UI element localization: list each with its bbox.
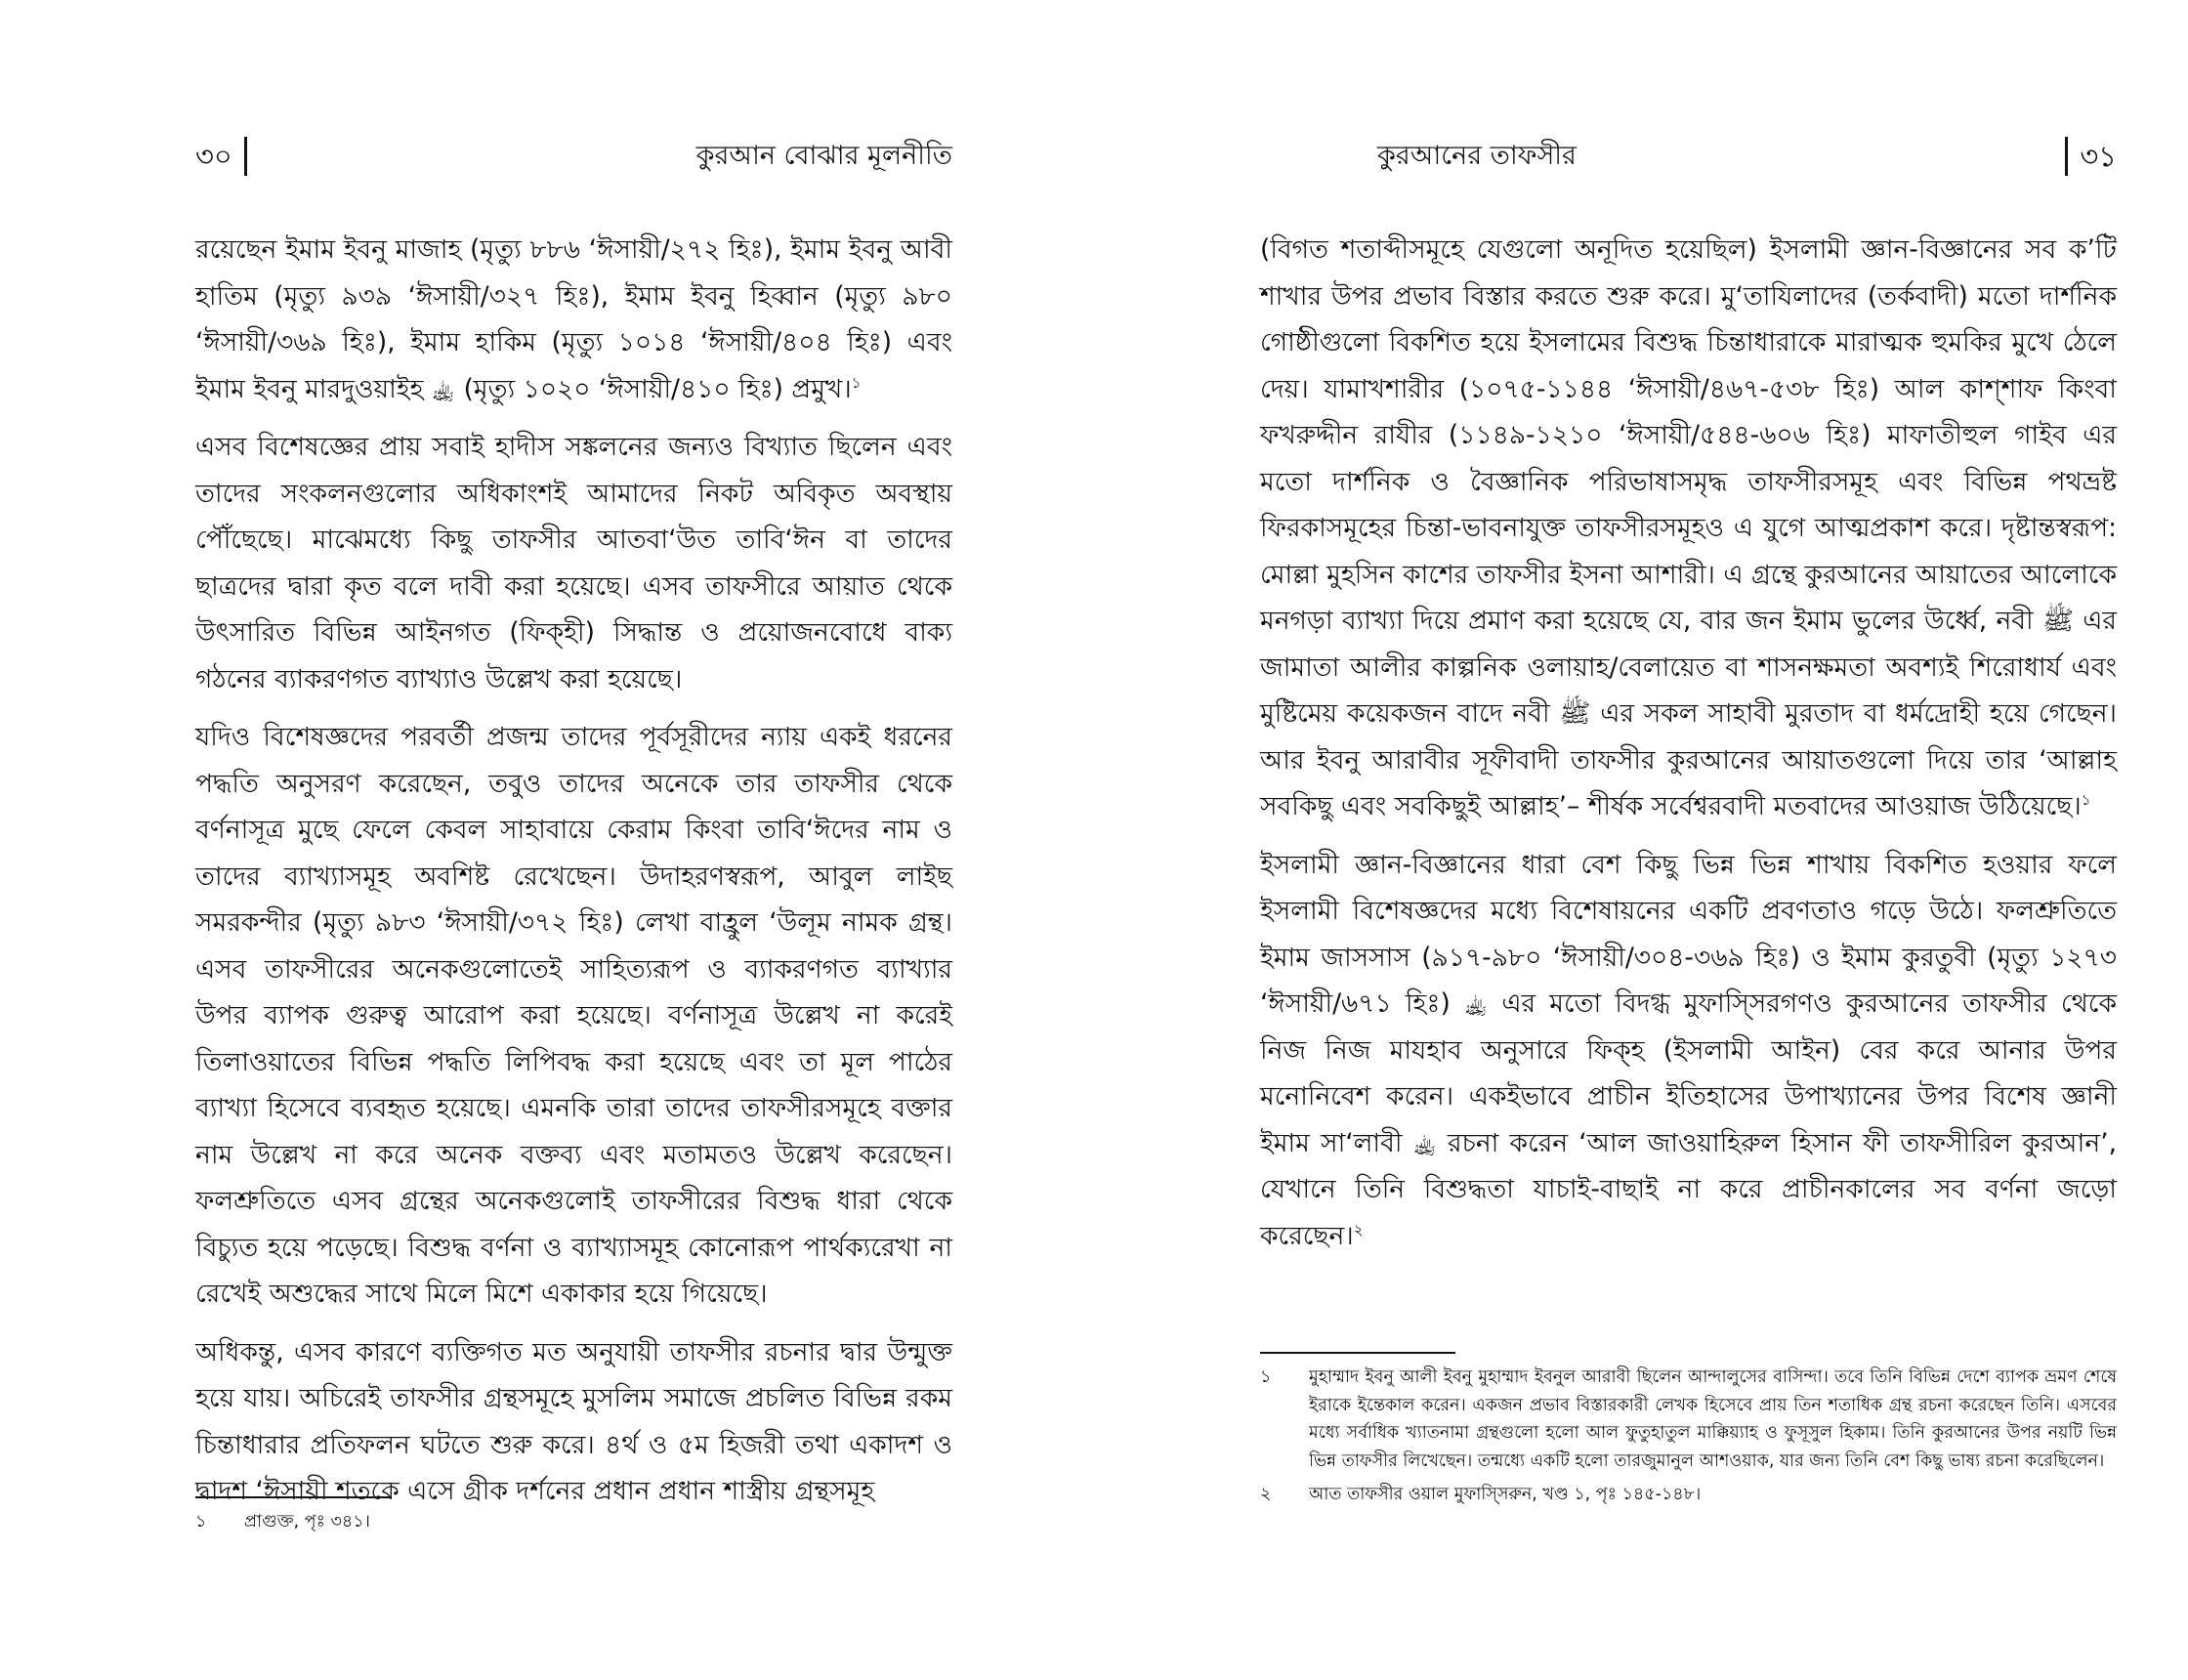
footnote-text: প্রাগুক্ত, পৃঃ ৩৪১। <box>244 1512 370 1532</box>
footnote <box>1260 1481 2117 1509</box>
paragraph: রয়েছেন ইমাম ইবনু মাজাহ (মৃত্যু ৮৮৬ ‘ঈসায়ী/২৭২ হিঃ), ইমাম ইবনু আবী হাতিম (মৃত্যু ৯৩৯ ‘ঈসায়ী/৩২৭ হিঃ), ইমাম ইবনু হিব্বান (মৃত্যু ৯৮০ ‘ঈসায়ী/৩৬৯ হিঃ), ইমাম হাকিম (মৃত্যু ১০১৪ ‘ঈসায়ী/৪০৪ হিঃ) এবং ইমাম ইবনু মারদুওয়াইহ ﵀ (মৃত্যু ১০২০ ‘ঈসায়ী/৪১০ হিঃ) প্রমুখ।$^১$ <box>195 234 952 404</box>
paragraph: ইসলামী জ্ঞান-বিজ্ঞানের ধারা বেশ কিছু ভিন্ন ভিন্ন শাখায় বিকশিত হওয়ার ফলে ইসলামী বিশেষজ্ঞদের মধ্যে বিশেষায়নের একটি প্রবণতাও গড়ে উঠে। ফলশ্রুতিতে ইমাম জাসসাস (৯১৭-৯৮০ ‘ঈসায়ী/৩০৪-৩৬৯ হিঃ) ও ইমাম কুরতুবী (মৃত্যু ১২৭৩ ‘ঈসায়ী/৬৭১ হিঃ) ﵀ এর মতো বিদগ্ধ মুফাস্সিরগণও কুরআনের তাফসীর থেকে নিজ নিজ মাযহাব অনুসারে ফিক্হ (ইসলামী আইন) বের করে আনার উপর মনোনিবেশ করেন। একইভাবে প্রাচীন ইতিহাসের উপাখ্যানের উপর বিশেষ জ্ঞানী ইমাম সা‘লাবী ﵀ রচনা করেন ‘আল জাওয়াহিরুল হিসান ফী তাফসীরিল কুরআন’, যেখানে তিনি বিশুদ্ধতা যাচাই-বাছাই না করে প্রাচীনকালের সব বর্ণনা জড়ো করেছেন।$^২$ <box>1260 849 2117 1251</box>
right-page-body <box>1260 227 2117 1271</box>
right-page-header <box>1260 137 2117 186</box>
footnote-mark[interactable]: ২ <box>1353 1220 1364 1239</box>
paragraph: (বিগত শতাব্দীসমূহে যেগুলো অনূদিত হয়েছিল) ইসলামী জ্ঞান-বিজ্ঞানের সব ক’টি শাখার উপর প্রভাব বিস্তার করতে শুরু করে। মু‘তাযিলাদের (তর্কবাদী) মতো দার্শনিক গোষ্ঠীগুলো বিকশিত হয়ে ইসলামের বিশুদ্ধ চিন্তাধারাকে মারাত্মক হুমকির মুখে ঠেলে দেয়। যামাখশারীর (১০৭৫-১১৪৪ ‘ঈসায়ী/৪৬৭-৫৩৮ হিঃ) আল কাশ্শাফ কিংবা ফখরুদ্দীন রাযীর (১১৪৯-১২১০ ‘ঈসায়ী/৫৪৪-৬০৬ হিঃ) মাফাতীহুল গাইব এর মতো দার্শনিক ও বৈজ্ঞানিক পরিভাষাসমৃদ্ধ তাফসীরসমূহ এবং বিভিন্ন পথভ্রষ্ট ফিরকাসমূহের চিন্তা-ভাবনাযুক্ত তাফসীরসমূহও এ যুগে আত্মপ্রকাশ করে। দৃষ্টান্তস্বরূপ: মোল্লা মুহসিন কাশের তাফসীর ইসনা আশারী। এ গ্রন্থে কুরআনের আয়াতের আলোকে মনগড়া ব্যাখ্যা দিয়ে প্রমাণ করা হয়েছে যে, বার জন ইমাম ভুলের উর্ধ্বে, নবী ﷺ এর জামাতা আলীর কাল্পনিক ওলায়াহ/বেলায়েত বা শাসনক্ষমতা অবশ্যই শিরোধার্য এবং মুষ্টিমেয় কয়েকজন বাদে নবী ﷺ এর সকল সাহাবী মুরতাদ বা ধর্মদ্রোহী হয়ে গেছেন। আর ইবনু আরাবীর সূফীবাদী তাফসীর কুরআনের আয়াতগুলো দিয়ে তার ‘আল্লাহ সবকিছু এবং সবকিছুই আল্লাহ’– শীর্ষক সর্বেশ্বরবাদী মতবাদের আওয়াজ উঠিয়েছে।$^১$ <box>1260 234 2117 821</box>
left-page-header <box>195 137 952 186</box>
footnote <box>1260 1364 2117 1475</box>
footnotes <box>1260 1364 2117 1515</box>
footnote <box>195 1508 952 1536</box>
paragraph: যদিও বিশেষজ্ঞদের পরবর্তী প্রজন্ম তাদের পূর্বসূরীদের ন্যায় একই ধরনের পদ্ধতি অনুসরণ করেছেন, তবুও তাদের অনেকে তার তাফসীর থেকে বর্ণনাসূত্র মুছে ফেলে কেবল সাহাবায়ে কেরাম কিংবা তাবি‘ঈদের নাম ও তাদের ব্যাখ্যাসমূহ অবশিষ্ট রেখেছেন। উদাহরণস্বরূপ, আবুল লাইছ সমরকন্দীর (মৃত্যু ৯৮৩ ‘ঈসায়ী/৩৭২ হিঃ) লেখা বাহ্রুল ‘উলূম নামক গ্রন্থ। এসব তাফসীরের অনেকগুলোতেই সাহিত্যরূপ ও ব্যাকরণগত ব্যাখ্যার উপর ব্যাপক গুরুত্ব আরোপ করা হয়েছে। বর্ণনাসূত্র উল্লেখ না করেই তিলাওয়াতের বিভিন্ন পদ্ধতি লিপিবদ্ধ করা হয়েছে এবং তা মূল পাঠের ব্যাখ্যা হিসেবে ব্যবহৃত হয়েছে। এমনকি তারা তাদের তাফসীরসমূহে বক্তার নাম উল্লেখ না করে অনেক বক্তব্য এবং মতামতও উল্লেখ করেছেন। ফলশ্রুতিতে এসব গ্রন্থের অনেকগুলোই তাফসীরের বিশুদ্ধ ধারা থেকে বিচ্যুত হয়ে পড়েছে। বিশুদ্ধ বর্ণনা ও ব্যাখ্যাসমূহ কোনোরূপ পার্থক্যরেখা না রেখেই অশুদ্ধের সাথে মিলে মিশে একাকার হয়ে গিয়েছে। <box>195 722 952 1309</box>
footnote-divider <box>1260 1352 1455 1354</box>
footnote-text: আত তাফসীর ওয়াল মুফাস্সিরুন, খণ্ড ১, পৃঃ ১৪৫-১৪৮। <box>1309 1485 1702 1504</box>
page-number: ৩১ <box>2065 137 2117 176</box>
footnote-number: ১ <box>195 1512 207 1532</box>
footnote-number: ১ <box>1260 1367 1272 1387</box>
paragraph: এসব বিশেষজ্ঞের প্রায় সবাই হাদীস সঙ্কলনের জন্যও বিখ্যাত ছিলেন এবং তাদের সংকলনগুলোর অধিকাংশই আমাদের নিকট অবিকৃত অবস্থায় পৌঁছেছে। মাঝেমধ্যে কিছু তাফসীর আতবা‘উত তাবি‘ঈন বা তাদের ছাত্রদের দ্বারা কৃত বলে দাবী করা হয়েছে। এসব তাফসীরে আয়াত থেকে উৎসারিত বিভিন্ন আইনগত (ফিক্হী) সিদ্ধান্ত ও প্রয়োজনবোধে বাক্য গঠনের ব্যাকরণগত ব্যাখ্যাও উল্লেখ করা হয়েছে। <box>195 432 952 694</box>
paragraph: অধিকন্তু, এসব কারণে ব্যক্তিগত মত অনুযায়ী তাফসীর রচনার দ্বার উন্মুক্ত হয়ে যায়। অচিরেই তাফসীর গ্রন্থসমূহে মুসলিম সমাজে প্রচলিত বিভিন্ন রকম চিন্তাধারার প্রতিফলন ঘটতে শুরু করে। ৪র্থ ও ৫ম হিজরী তথা একাদশ ও দ্বাদশ ‘ঈসায়ী শতকে এসে গ্রীক দর্শনের প্রধান প্রধান শাস্ত্রীয় গ্রন্থসমূহ <box>195 1336 952 1506</box>
page-number: ৩০ <box>195 137 247 176</box>
footnote-mark[interactable]: ১ <box>2081 791 2091 810</box>
running-title: কুরআন বোঝার মূলনীতি <box>695 141 952 171</box>
footnote-number: ২ <box>1260 1485 1272 1504</box>
footnote-text: মুহাম্মাদ ইবনু আলী ইবনু মুহাম্মাদ ইবনুল আরাবী ছিলেন আন্দালুসের বাসিন্দা। তবে তিনি বিভিন্ন দেশে ব্যাপক ভ্রমণ শেষে ইরাকে ইন্তেকাল করেন। একজন প্রভাব বিস্তারকারী লেখক হিসেবে প্রায় তিন শতাধিক গ্রন্থ রচনা করেছেন তিনি। এসবের মধ্যে সর্বাধিক খ্যাতনামা গ্রন্থগুলো হলো আল ফুতুহাতুল মাক্কিয়্যাহ ও ফুসূসুল হিকাম। তিনি কুরআনের উপর নয়টি ভিন্ন ভিন্ন তাফসীর লিখেছেন। তন্মধ্যে একটি হলো তারজুমানুল আশওয়াক, যার জন্য তিনি বেশ কিছু ভাষ্য রচনা করেছিলেন। <box>1309 1367 2117 1471</box>
footnotes <box>195 1508 952 1542</box>
running-title: কুরআনের তাফসীর <box>1377 141 1577 171</box>
left-page-body <box>195 227 952 1527</box>
footnote-mark[interactable]: ১ <box>851 373 862 392</box>
footnote-divider <box>195 1496 391 1498</box>
right-page <box>1094 0 2188 1680</box>
